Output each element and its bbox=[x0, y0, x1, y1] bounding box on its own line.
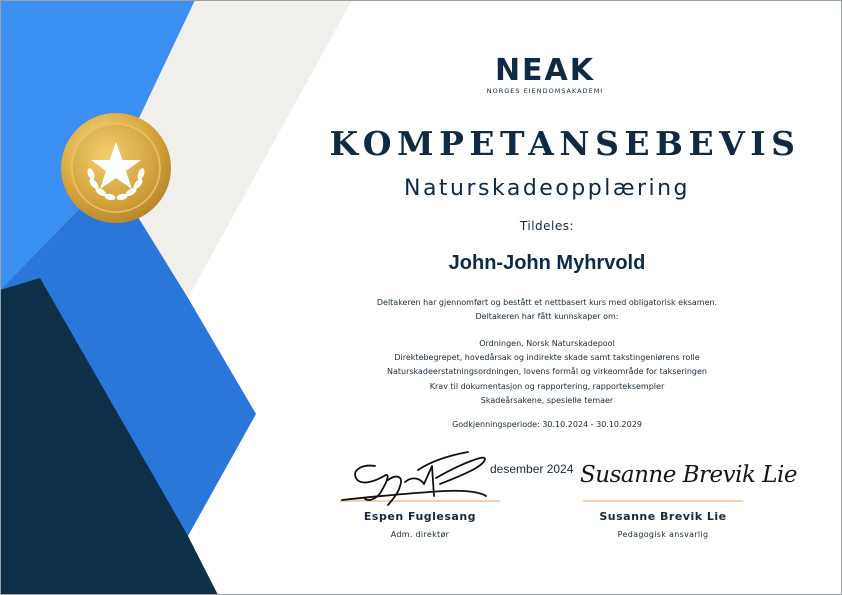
topic-item: Naturskadeerstatningsordningen, lovens formål og virkeområde for takseringen bbox=[386, 367, 708, 377]
signatory-name-right: Susanne Brevik Lie bbox=[599, 510, 727, 523]
signatory-name-left: Espen Fuglesang bbox=[363, 510, 477, 523]
intro-line: Deltakeren har fått kunnskaper om: bbox=[475, 312, 619, 321]
course-name: Naturskadeopplæring bbox=[403, 176, 691, 201]
signature-espen-fuglesang bbox=[342, 452, 486, 505]
topic-item: Ordningen, Norsk Naturskadepool bbox=[479, 339, 615, 348]
certificate-title: KOMPETANSEBEVIS bbox=[329, 124, 801, 163]
issue-date: desember 2024 bbox=[490, 462, 574, 476]
signature-susanne-brevik-lie: Susanne Brevik Lie bbox=[580, 462, 797, 488]
logo-brand: NEAK bbox=[494, 53, 596, 88]
awarded-label: Tildeles: bbox=[519, 219, 575, 233]
logo-tagline: NORGES EIENDOMSAKADEMI bbox=[486, 87, 604, 95]
topic-item: Skadeårsakene, spesielle temaer bbox=[480, 395, 614, 405]
recipient-name: John-John Myhrvold bbox=[448, 252, 646, 274]
topic-item: Krav til dokumentasjon og rapportering, rapporteksempler bbox=[429, 381, 665, 391]
signatory-role-left: Adm. direktør bbox=[390, 530, 450, 539]
signatory-role-right: Pedagogisk ansvarlig bbox=[617, 530, 709, 539]
topic-item: Direktebegrepet, hovedårsak og indirekte skade samt takstingeniørens rolle bbox=[394, 353, 700, 363]
approval-period: Godkjenningsperiode: 30.10.2024 - 30.10.2029 bbox=[452, 420, 642, 429]
intro-line: Deltakeren har gjennomført og bestått et nettbasert kurs med obligatorisk eksamen. bbox=[376, 298, 718, 307]
